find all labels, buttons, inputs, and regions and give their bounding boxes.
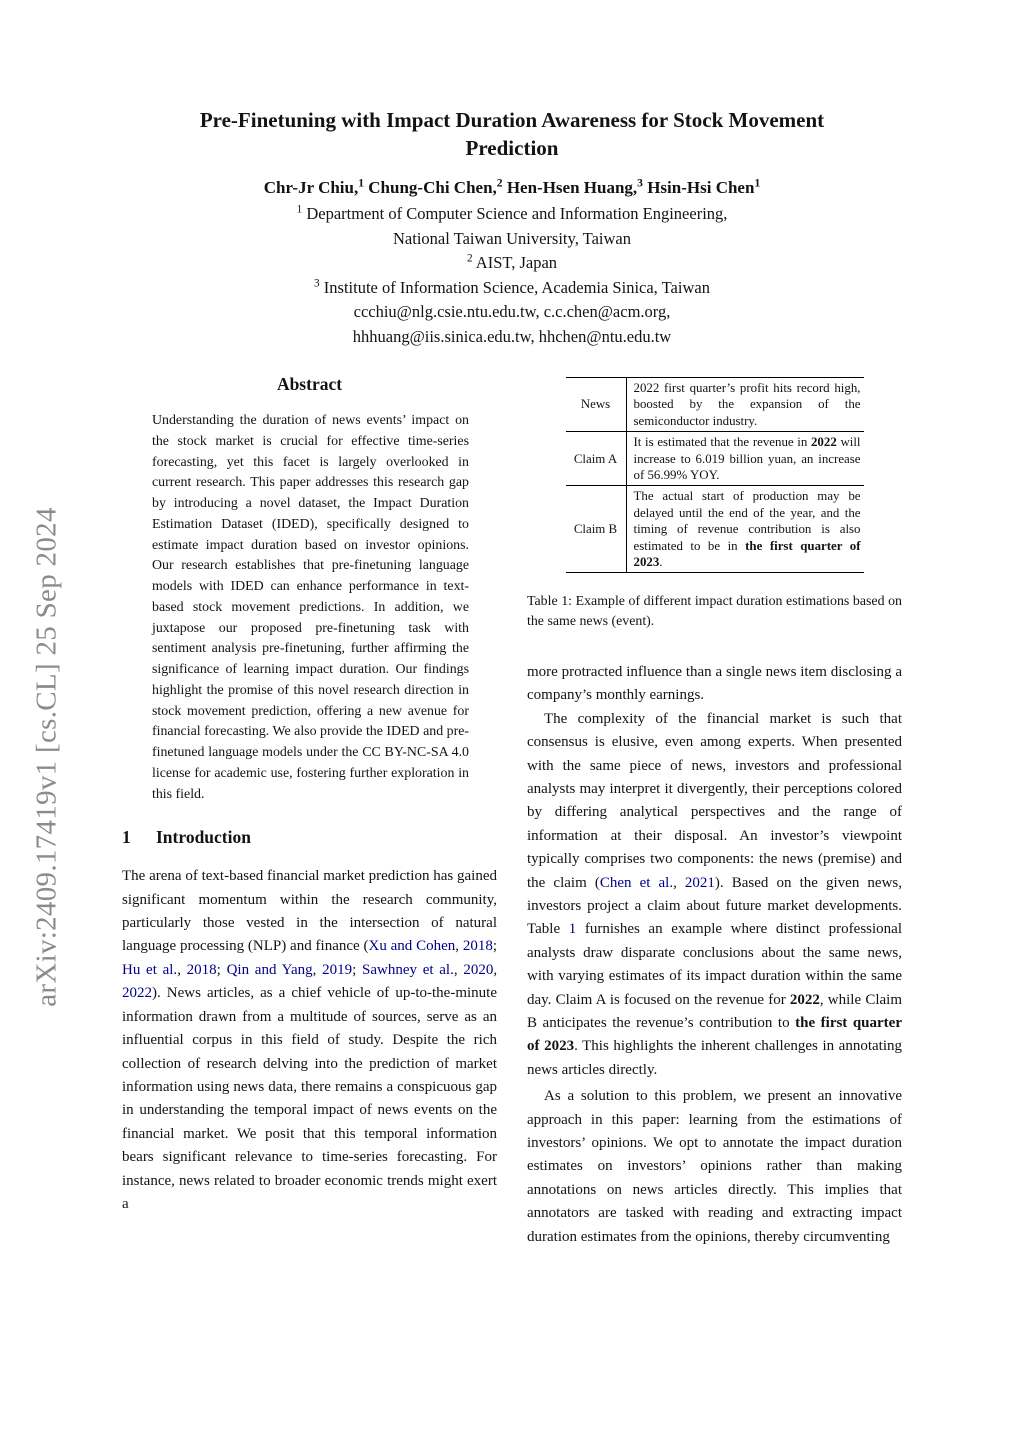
affiliation-line-3: $^2$ AIST, Japan	[466, 252, 558, 273]
citation-link[interactable]: 2021	[684, 874, 715, 891]
email-line-2: hhhuang@iis.sinica.edu.tw, hhchen@ntu.edu.tw	[352, 326, 672, 346]
table-row-claim-b	[566, 486, 864, 573]
table-1	[566, 377, 864, 573]
table-row-claim-b-label: Claim B	[573, 522, 618, 537]
table-row-news-content: 2022 first quarter’s profit hits record high, boosted by the expansion of the semiconductor industry.	[626, 378, 864, 432]
affiliation-line-2: National Taiwan University, Taiwan	[393, 228, 631, 248]
email-line-1: ccchiu@nlg.csie.ntu.edu.tw, c.c.chen@acm.org,	[353, 302, 671, 322]
affiliation-line-4: $^3$ Institute of Information Science, Academia Sinica, Taiwan	[314, 277, 710, 297]
right-paragraph-continuation: more protracted influence than a single news item disclosing a company’s monthly earnings.	[527, 663, 902, 704]
section-number: 1	[122, 827, 131, 848]
authors-line: Chr-Jr Chiu,$^1$ Chung-Chi Chen,$^2$ Hen-Hsen Huang,$^3$ Hsin-Hsi Chen$^1$	[263, 176, 761, 197]
affiliations-block	[0, 202, 1024, 350]
citation-link[interactable]: 2018	[186, 961, 217, 978]
citation-link[interactable]: 1	[568, 921, 577, 938]
introduction-paragraph-1: The arena of text-based financial market prediction has gained significant momentum within the research community, particularly those vested in the intersection of natural language processing (NLP) and finance (Xu and Cohen, 2018; Hu et al., 2018; Qin and Yang, 2019; Sawhney et al., 2020, 2022). News articles, as a chief vehicle of up-to-the-minute information drawn from a multitude of sources, serve as an influential corpus in this field of study. Despite the rich collection of research delving into the prediction of market information using news data, there remains a conspicuous gap in understanding the temporal impact of news events on the financial market. We posit that this temporal information bears significant relevance to time-series forecasting. For instance, news related to broader economic trends might exert a	[122, 868, 498, 1212]
table-row-claim-a-label: Claim A	[573, 451, 618, 466]
citation-link[interactable]: 2020	[463, 961, 494, 978]
citation-link[interactable]: Chen et al.	[599, 874, 674, 891]
paper-title-line2: Prediction	[465, 136, 559, 160]
citation-link[interactable]: 2022	[122, 985, 152, 1002]
section-title: Introduction	[156, 827, 251, 848]
paper-title-line1: Pre-Finetuning with Impact Duration Awareness for Stock Movement	[199, 108, 825, 132]
table-row-claim-a-content: It is estimated that the revenue in 2022 will increase to 6.019 billion yuan, an increase of 56.99% YOY.	[626, 432, 864, 486]
right-column	[527, 372, 902, 1249]
abstract-text: Understanding the duration of news events’ impact on the stock market is crucial for effective time-series forecasting, yet this facet is largely overlooked in current research. This paper addresses this research gap by introducing a novel dataset, the Impact Duration Estimation Dataset (IDED), specifically designed to estimate impact duration based on investor opinions. Our research establishes that pre-finetuning language models with IDED can enhance performance in text-based stock movement predictions. In addition, we juxtapose our proposed pre-finetuning task with sentiment analysis pre-finetuning, further affirming the significance of learning impact duration. Our findings highlight the promise of this novel research direction in stock movement prediction, offering a new avenue for financial forecasting. We also provide the IDED and pre-finetuned language models under the CC BY-NC-SA 4.0 license for academic use, fostering further exploration in this field.	[152, 413, 469, 802]
citation-link[interactable]: 2019	[322, 961, 353, 978]
section-heading-introduction	[122, 827, 497, 848]
affiliation-line-1: $^1$ Department of Computer Science and Information Engineering,	[296, 203, 728, 223]
table-row-news	[566, 378, 864, 432]
table-1-caption: Table 1: Example of different impact duration estimations based on the same news (event).	[527, 594, 902, 629]
two-column-body	[122, 372, 903, 1249]
citation-link[interactable]: Qin and Yang	[226, 961, 313, 978]
table-row-news-label: News	[580, 397, 611, 412]
paper-header	[0, 0, 1024, 350]
arxiv-watermark: arXiv:2409.17419v1 [cs.CL] 25 Sep 2024	[30, 507, 63, 1007]
right-paragraph-3: As a solution to this problem, we present an innovative approach in this paper: learning from the estimations of investors’ opinions. We opt to annotate the impact duration estimates on investors’ opinions rather than making annotations on news articles directly. This implies that annotators are tasked with reading and extracting impact duration estimates from the opinions, thereby circumventing	[527, 1088, 902, 1245]
paper-title	[120, 106, 904, 162]
citation-link[interactable]: 2018	[462, 938, 493, 955]
table-row-claim-b-content: The actual start of production may be delayed until the end of the year, and the timing of revenue contribution is also estimated to be in the first quarter of 2023.	[626, 486, 864, 573]
right-paragraph-2: The complexity of the financial market is such that consensus is elusive, even among experts. When presented with the same piece of news, investors and professional analysts may interpret it divergently, their perceptions colored by differing analytical perspectives and the range of information at their disposal. An investor’s viewpoint typically comprises two components: the news (premise) and the claim (Chen et al., 2021). Based on the given news, investors project a claim about future market developments. Table 1 furnishes an example where distinct professional analysts draw disparate conclusions about the same news, with varying estimates of its impact duration within the same day. Claim A is focused on the revenue for 2022, while Claim B anticipates the revenue’s contribution to the first quarter of 2023. This highlights the inherent challenges in annotating news articles directly.	[527, 710, 902, 1078]
abstract-heading: Abstract	[276, 374, 343, 394]
table-row-claim-a	[566, 432, 864, 486]
left-column	[122, 372, 497, 1249]
citation-link[interactable]: Hu et al.	[122, 961, 178, 978]
citation-link[interactable]: Sawhney et al.	[361, 961, 454, 978]
citation-link[interactable]: Xu and Cohen	[368, 938, 456, 955]
